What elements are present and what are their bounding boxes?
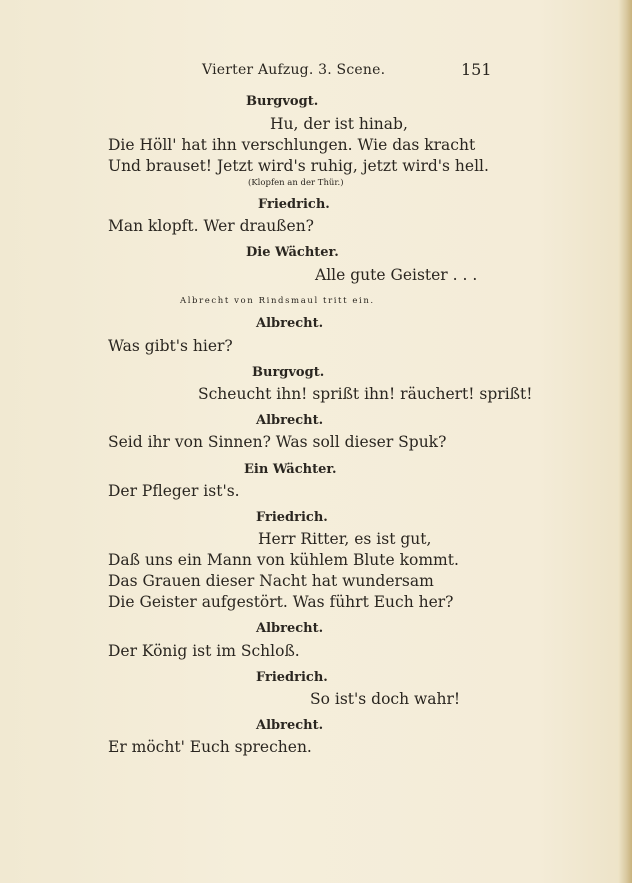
- verse-line: Man klopft. Wer draußen?: [108, 217, 314, 235]
- speaker-name: Friedrich.: [256, 510, 328, 525]
- verse-line: Die Höll' hat ihn verschlungen. Wie das kracht: [108, 136, 476, 154]
- speaker-name: Ein Wächter.: [244, 462, 337, 477]
- verse-line: Alle gute Geister . . .: [315, 266, 478, 284]
- verse-line: So ist's doch wahr!: [310, 690, 461, 708]
- verse-line: Hu, der ist hinab,: [270, 115, 408, 133]
- speaker-name: Burgvogt.: [252, 365, 325, 380]
- stage-direction: Albrecht von Rindsmaul tritt ein.: [180, 296, 375, 306]
- verse-line: Daß uns ein Mann von kühlem Blute kommt.: [108, 551, 459, 569]
- page-header: [0, 62, 632, 82]
- verse-line: Seid ihr von Sinnen? Was soll dieser Spuk?: [108, 433, 447, 451]
- speaker-name: Friedrich.: [258, 197, 330, 212]
- verse-line: Der König ist im Schloß.: [108, 642, 300, 660]
- stage-direction: (Klopfen an der Thür.): [248, 178, 344, 188]
- verse-line: Er möcht' Euch sprechen.: [108, 738, 312, 756]
- verse-line: Das Grauen dieser Nacht hat wundersam: [108, 572, 434, 590]
- verse-line: Der Pfleger ist's.: [108, 482, 240, 500]
- speaker-name: Die Wächter.: [246, 245, 339, 260]
- speaker-name: Albrecht.: [256, 316, 324, 331]
- page-edge: [618, 0, 632, 883]
- speaker-name: Albrecht.: [256, 621, 324, 636]
- verse-line: Scheucht ihn! sprißt ihn! räuchert! sprißt!: [198, 385, 533, 403]
- speaker-name: Friedrich.: [256, 670, 328, 685]
- speaker-name: Albrecht.: [256, 718, 324, 733]
- verse-line: Herr Ritter, es ist gut,: [258, 530, 432, 548]
- verse-line: Was gibt's hier?: [108, 337, 233, 355]
- speaker-name: Burgvogt.: [246, 94, 319, 109]
- running-title: Vierter Aufzug. 3. Scene.: [202, 62, 386, 78]
- speaker-name: Albrecht.: [256, 413, 324, 428]
- verse-line: Und brauset! Jetzt wird's ruhig, jetzt wird's hell.: [108, 157, 489, 175]
- page-number: 151: [461, 60, 492, 79]
- verse-line: Die Geister aufgestört. Was führt Euch her?: [108, 593, 454, 611]
